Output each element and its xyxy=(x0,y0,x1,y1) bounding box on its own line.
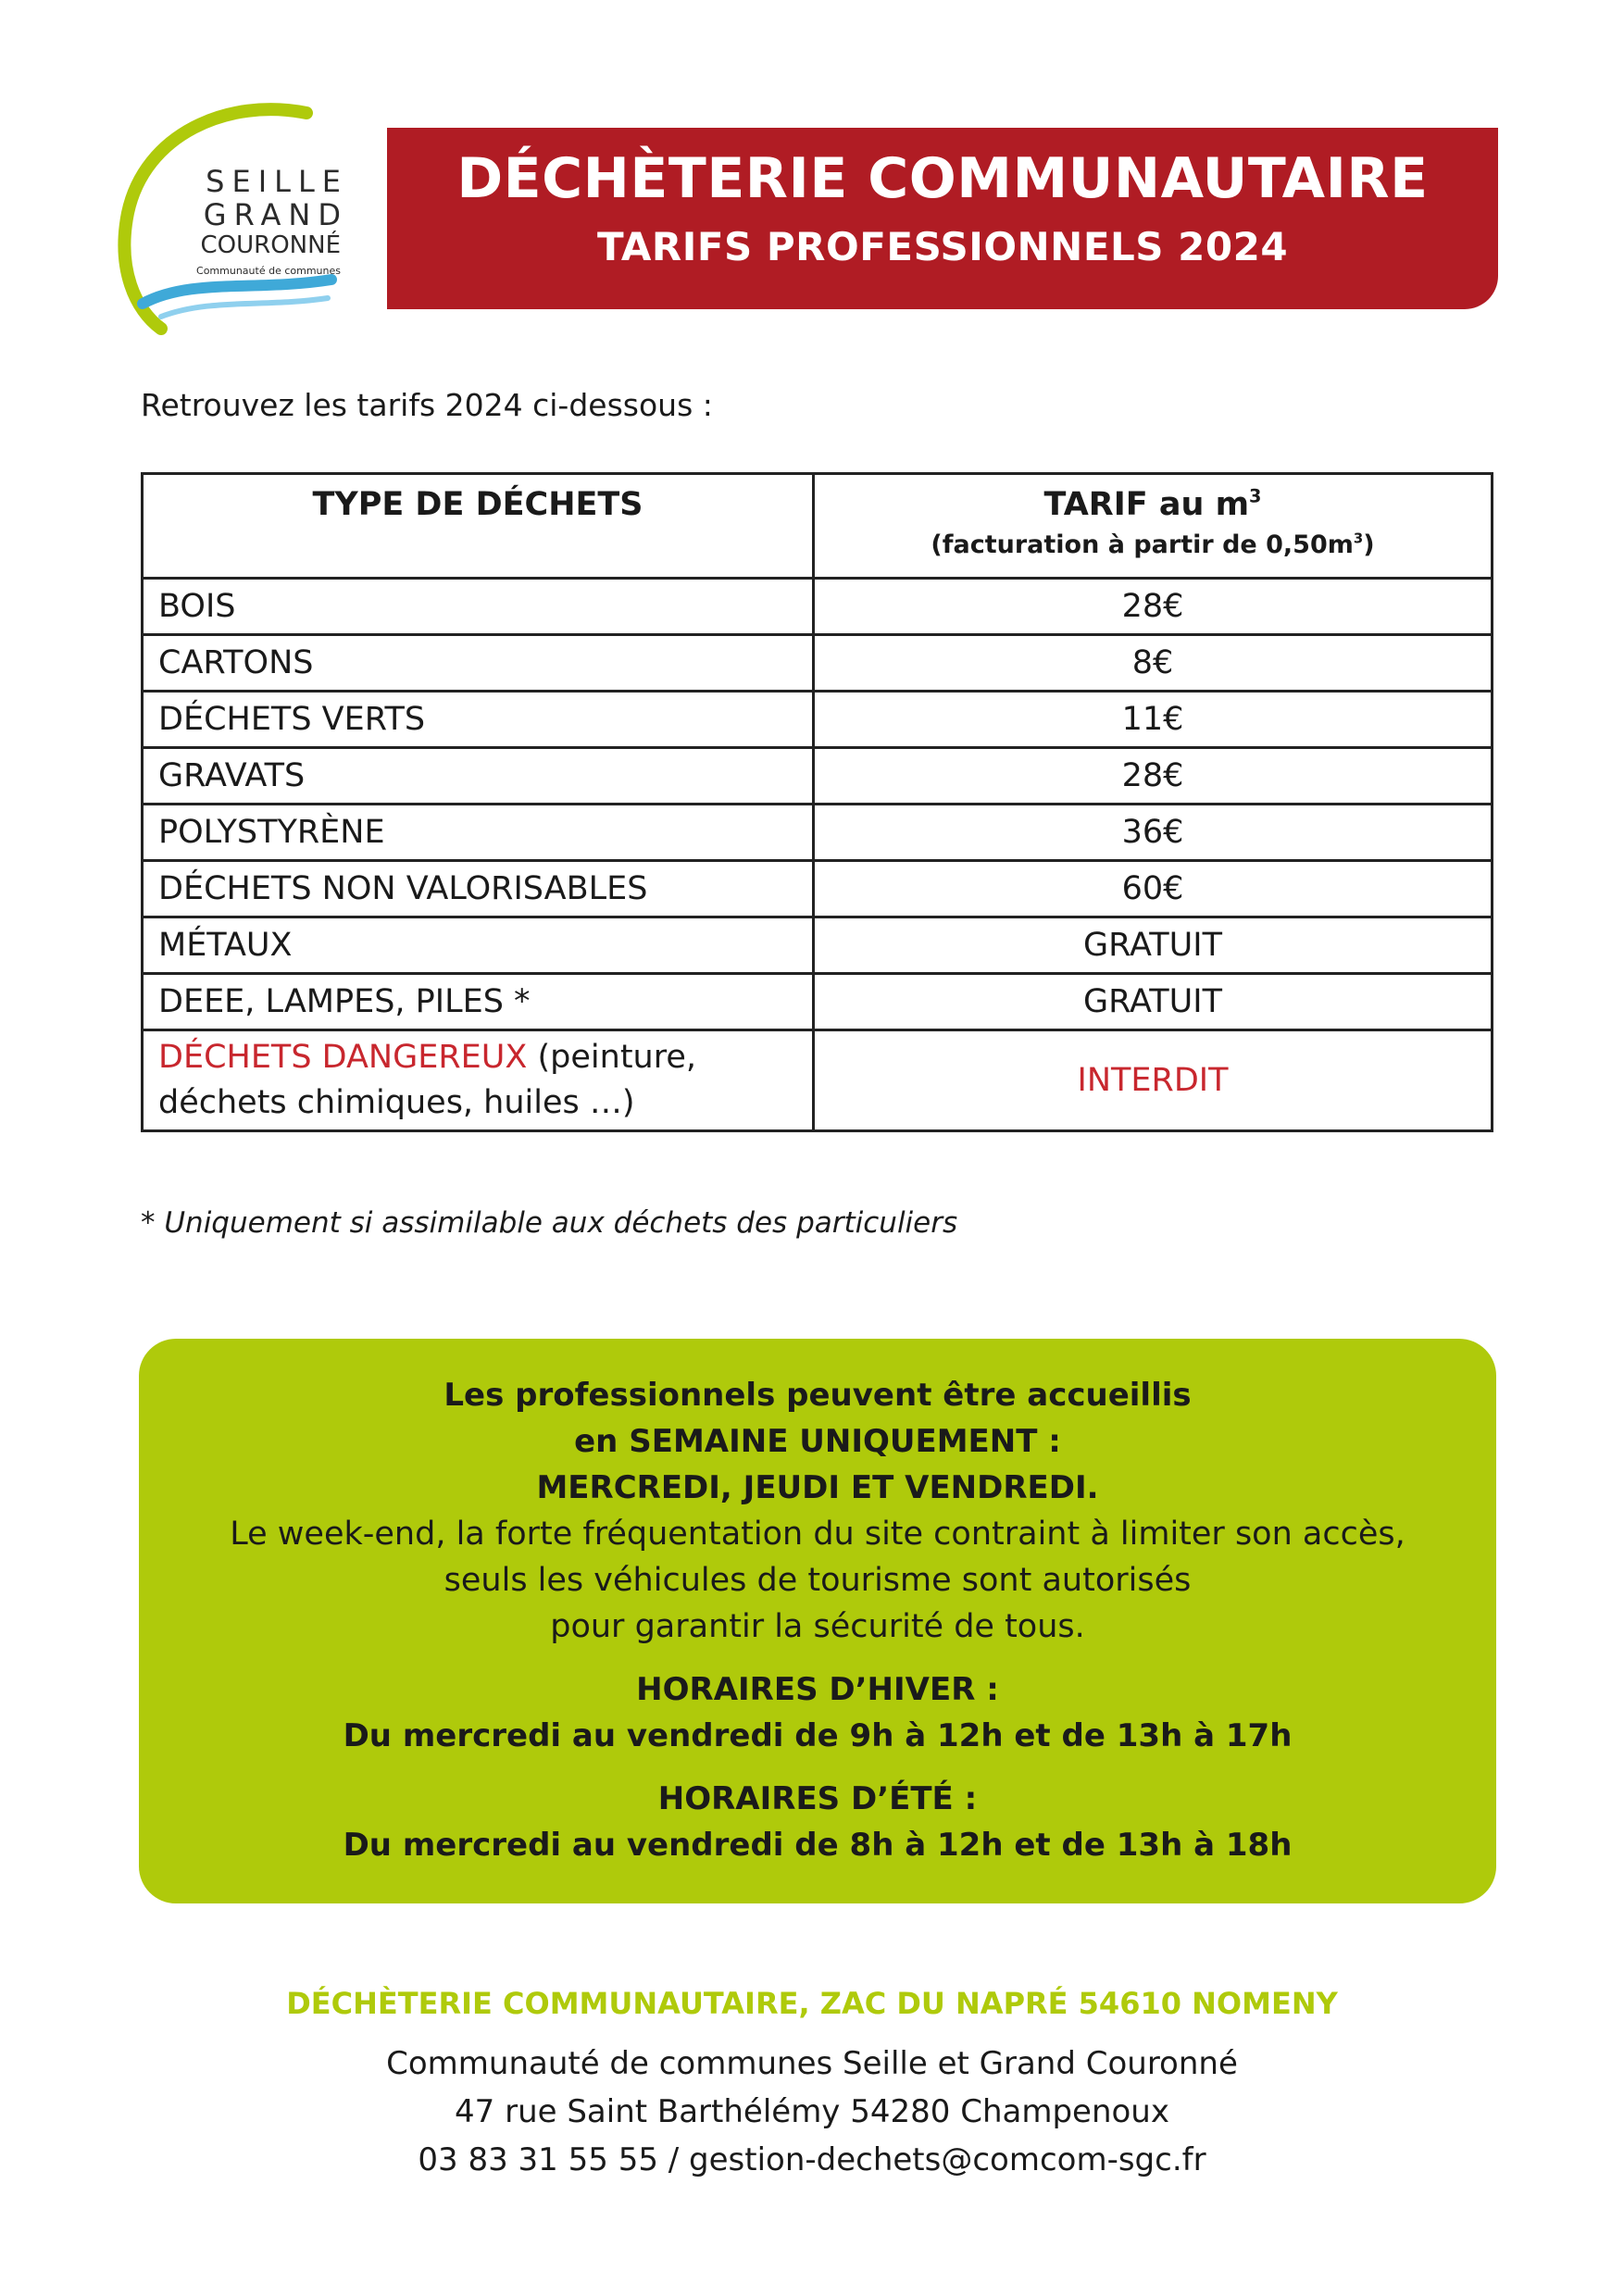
waste-price: GRATUIT xyxy=(814,917,1493,974)
header-note-text: (facturation à partir de 0,50m xyxy=(931,530,1354,559)
header-billing-note xyxy=(830,530,1476,559)
danger-label: DÉCHETS DANGEREUX xyxy=(158,1039,528,1076)
waste-price: 36€ xyxy=(814,805,1493,861)
waste-type: CARTONS xyxy=(143,635,814,692)
info-line1: Les professionnels peuvent être accueillis xyxy=(443,1377,1192,1414)
waste-price: 8€ xyxy=(814,635,1493,692)
info-line4: Le week-end, la forte fréquentation du site contraint à limiter son accès, xyxy=(230,1516,1405,1553)
title-banner xyxy=(387,128,1498,309)
logo-line2: GRAND xyxy=(203,197,348,232)
info-box xyxy=(139,1339,1496,1903)
intro-text: Retrouvez les tarifs 2024 ci-dessous : xyxy=(141,387,713,423)
table-row xyxy=(143,748,1493,805)
header-note-end: ) xyxy=(1363,530,1375,559)
address-line2: 47 rue Saint Barthélémy 54280 Champenoux xyxy=(455,2093,1169,2130)
waste-price: 60€ xyxy=(814,861,1493,917)
waste-type: DEEE, LAMPES, PILES * xyxy=(143,974,814,1030)
info-line2: en SEMAINE UNIQUEMENT : xyxy=(574,1423,1061,1460)
waste-price: 11€ xyxy=(814,692,1493,748)
waste-type-dangerous xyxy=(143,1030,814,1131)
address-block xyxy=(0,1986,1624,2184)
waste-type: MÉTAUX xyxy=(143,917,814,974)
logo-line1: SEILLE xyxy=(206,164,348,199)
header-tarif-sup: 3 xyxy=(1249,485,1262,507)
table-row xyxy=(143,579,1493,635)
winter-hours-title: HORAIRES D’HIVER : xyxy=(636,1671,999,1708)
waste-price: 28€ xyxy=(814,579,1493,635)
table-row xyxy=(143,974,1493,1030)
waste-type: DÉCHETS NON VALORISABLES xyxy=(143,861,814,917)
waste-type: POLYSTYRÈNE xyxy=(143,805,814,861)
danger-price: INTERDIT xyxy=(814,1030,1493,1131)
header-tarif-text: TARIF au m xyxy=(1043,486,1250,523)
address-title: DÉCHÈTERIE COMMUNAUTAIRE, ZAC DU NAPRÉ 54610 NOMENY xyxy=(286,1986,1338,2021)
danger-details-1: (peinture, xyxy=(527,1039,697,1076)
header-note-sup: 3 xyxy=(1353,530,1364,547)
table-row xyxy=(143,805,1493,861)
summer-hours: Du mercredi au vendredi de 8h à 12h et de 13h à 18h xyxy=(343,1827,1293,1864)
address-contact: 03 83 31 55 55 / gestion-dechets@comcom-sgc.fr xyxy=(418,2141,1206,2178)
page-title: DÉCHÈTERIE COMMUNAUTAIRE xyxy=(456,146,1429,211)
table-row-dangerous xyxy=(143,1030,1493,1131)
winter-hours: Du mercredi au vendredi de 9h à 12h et de 13h à 17h xyxy=(343,1717,1293,1754)
info-line6: pour garantir la sécurité de tous. xyxy=(550,1608,1085,1645)
footnote: * Uniquement si assimilable aux déchets des particuliers xyxy=(141,1206,958,1240)
header-type-label: TYPE DE DÉCHETS xyxy=(312,486,643,523)
danger-details-2: déchets chimiques, huiles …) xyxy=(158,1084,635,1121)
header-type xyxy=(143,474,814,579)
table-header-row xyxy=(143,474,1493,579)
address-line1: Communauté de communes Seille et Grand Couronné xyxy=(386,2045,1238,2082)
logo-line3: COURONNÉ xyxy=(200,231,341,259)
header-tarif xyxy=(814,474,1493,579)
table-row xyxy=(143,861,1493,917)
logo-line4: Communauté de communes xyxy=(196,265,341,277)
waste-type: DÉCHETS VERTS xyxy=(143,692,814,748)
page-subtitle: TARIFS PROFESSIONNELS 2024 xyxy=(596,224,1289,269)
logo xyxy=(117,102,348,343)
waste-type: BOIS xyxy=(143,579,814,635)
table-row xyxy=(143,635,1493,692)
info-line5: seuls les véhicules de tourisme sont autorisés xyxy=(443,1562,1192,1599)
header-tarif-label xyxy=(1044,486,1262,523)
summer-hours-title: HORAIRES D’ÉTÉ : xyxy=(657,1780,978,1817)
waste-type: GRAVATS xyxy=(143,748,814,805)
table-row xyxy=(143,917,1493,974)
waste-price: GRATUIT xyxy=(814,974,1493,1030)
info-line3: MERCREDI, JEUDI ET VENDREDI. xyxy=(536,1469,1099,1506)
waste-price: 28€ xyxy=(814,748,1493,805)
table-row xyxy=(143,692,1493,748)
rates-table xyxy=(141,472,1493,1132)
